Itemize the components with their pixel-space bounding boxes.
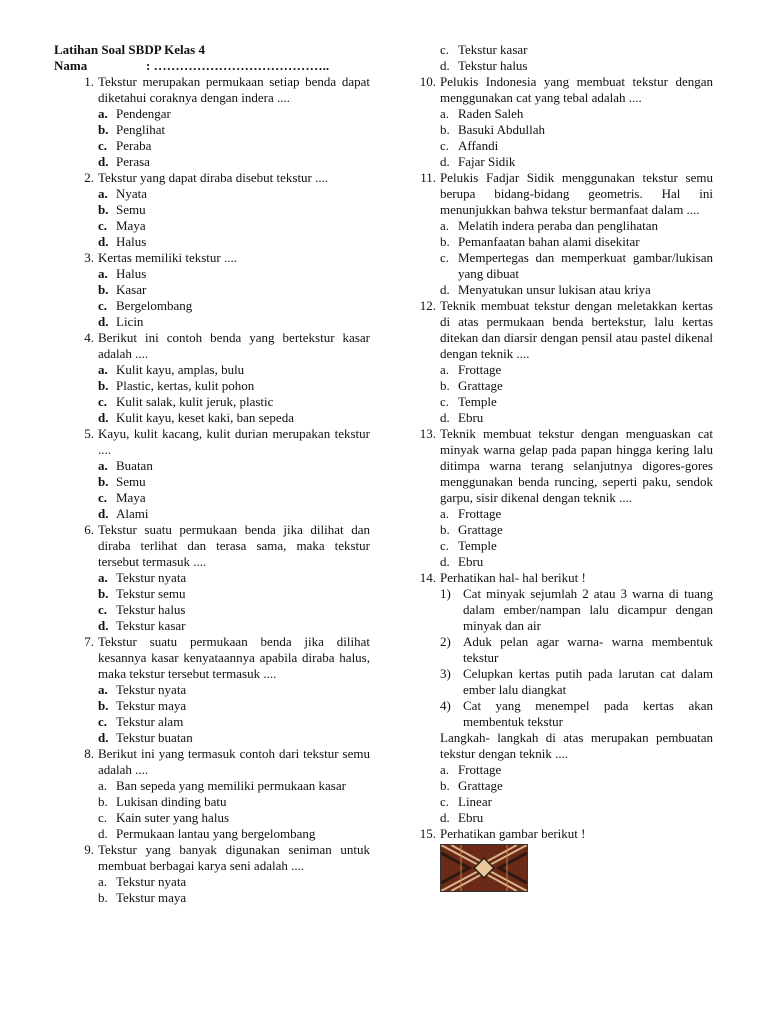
option-letter: a.: [98, 266, 108, 281]
question-stem: [54, 634, 370, 682]
question-text: Tekstur yang banyak digunakan seniman untuk membuat berbagai karya seni adalah ....: [98, 842, 370, 873]
option-letter: d.: [98, 506, 109, 521]
question-3: [54, 250, 370, 330]
question-text: Perhatikan gambar berikut !: [440, 826, 586, 841]
option-text: Semu: [116, 474, 146, 489]
option-text: Raden Saleh: [458, 106, 524, 121]
question-12: [413, 298, 713, 426]
question-15: [413, 826, 713, 842]
option-letter: c.: [440, 794, 450, 809]
question-1: [54, 74, 370, 170]
option-letter: a.: [98, 778, 108, 793]
question-7: [54, 634, 370, 746]
answer-option: [440, 58, 713, 74]
option-letter: a.: [98, 570, 108, 585]
answer-option: [98, 698, 370, 714]
option-text: Maya: [116, 218, 146, 233]
option-letter: c.: [98, 394, 108, 409]
option-letter: b.: [440, 378, 450, 393]
answer-option: [440, 234, 713, 250]
name-label: Nama: [54, 58, 88, 73]
option-text: Nyata: [116, 186, 148, 201]
question-stem: [54, 746, 370, 778]
answer-option: [440, 42, 713, 58]
answer-option: [98, 202, 370, 218]
option-letter: c.: [98, 714, 108, 729]
option-text: Halus: [116, 234, 147, 249]
option-letter: d.: [440, 282, 450, 297]
answer-option: [98, 394, 370, 410]
question-text: Kayu, kulit kacang, kulit durian merupakan tekstur ....: [98, 426, 370, 457]
answer-option: [440, 106, 713, 122]
option-text: Semu: [116, 202, 146, 217]
option-text: Tekstur buatan: [116, 730, 193, 745]
answer-option: [98, 186, 370, 202]
answer-options: [440, 362, 713, 426]
answer-option: [440, 522, 713, 538]
option-letter: c.: [98, 602, 108, 617]
option-letter: a.: [440, 106, 450, 121]
option-letter: d.: [440, 154, 450, 169]
question-6: [54, 522, 370, 634]
option-text: Frottage: [458, 506, 502, 521]
option-letter: d.: [440, 410, 450, 425]
question-14: [413, 570, 713, 826]
option-letter: d.: [98, 826, 108, 841]
question-text: Berikut ini yang termasuk contoh dari tekstur semu adalah ....: [98, 746, 370, 777]
answer-option: [440, 362, 713, 378]
answer-option: [98, 282, 370, 298]
option-letter: d.: [98, 730, 109, 745]
option-text: Linear: [458, 794, 492, 809]
step-item: [440, 698, 713, 730]
option-letter: b.: [98, 378, 109, 393]
question-stem: [54, 330, 370, 362]
option-text: Halus: [116, 266, 147, 281]
answer-option: [98, 122, 370, 138]
answer-option: [98, 586, 370, 602]
question-2: [54, 170, 370, 250]
option-text: Fajar Sidik: [458, 154, 516, 169]
option-text: Tekstur maya: [116, 890, 187, 905]
answer-option: [440, 394, 713, 410]
question-stem: [54, 170, 370, 186]
answer-option: [98, 474, 370, 490]
answer-option: [440, 778, 713, 794]
name-line: [54, 58, 370, 74]
question-text: Pelukis Fadjar Sidik menggunakan tekstur semu berupa bidang-bidang geometris. Hal ini menunjukkan bahwa tekstur bermanfaat dalam ....: [440, 170, 713, 217]
answer-option: [98, 602, 370, 618]
answer-options: [98, 266, 370, 330]
question-number: 8.: [84, 746, 94, 761]
option-letter: b.: [98, 890, 108, 905]
answer-option: [440, 122, 713, 138]
option-letter: a.: [440, 218, 450, 233]
option-text: Temple: [458, 394, 497, 409]
answer-option: [98, 410, 370, 426]
left-question-list: [54, 74, 370, 906]
option-text: Tekstur maya: [116, 698, 187, 713]
question-5: [54, 426, 370, 522]
answer-option: [98, 730, 370, 746]
answer-option: [98, 458, 370, 474]
step-number: 4): [440, 698, 451, 713]
answer-option: [98, 218, 370, 234]
option-text: Grattage: [458, 778, 503, 793]
option-letter: b.: [98, 586, 109, 601]
step-text: Celupkan kertas putih pada larutan cat dalam ember lalu diangkat: [463, 666, 713, 697]
answer-options: [98, 874, 370, 906]
answer-option: [440, 762, 713, 778]
question-text: Pelukis Indonesia yang membuat tekstur dengan menggunakan cat yang tebal adalah ....: [440, 74, 713, 105]
option-letter: c.: [440, 394, 450, 409]
option-letter: b.: [98, 698, 109, 713]
option-letter: c.: [440, 138, 450, 153]
option-letter: c.: [440, 538, 450, 553]
option-text: Permukaan lantau yang bergelombang: [116, 826, 316, 841]
answer-options: [440, 506, 713, 570]
answer-option: [98, 682, 370, 698]
question-stem: [54, 426, 370, 458]
option-text: Tekstur kasar: [116, 618, 186, 633]
option-letter: b.: [440, 122, 450, 137]
answer-options: [98, 570, 370, 634]
answer-option: [440, 138, 713, 154]
answer-option: [98, 826, 370, 842]
question-text: Tekstur suatu permukaan benda jika dilihat kesannya kasar kenyataannya apabila diraba halus, maka tekstur tersebut termasuk ....: [98, 634, 370, 681]
option-text: Basuki Abdullah: [458, 122, 546, 137]
option-letter: a.: [440, 762, 450, 777]
option-text: Tekstur halus: [458, 58, 528, 73]
question-stem: [413, 298, 713, 362]
option-text: Mempertegas dan memperkuat gambar/lukisan yang dibuat: [458, 250, 713, 281]
step-item: [440, 634, 713, 666]
option-text: Perasa: [116, 154, 150, 169]
option-letter: a.: [440, 362, 450, 377]
option-text: Lukisan dinding batu: [116, 794, 227, 809]
option-text: Tekstur alam: [116, 714, 184, 729]
option-letter: c.: [98, 490, 108, 505]
question-number: 4.: [84, 330, 94, 345]
answer-option: [440, 506, 713, 522]
answer-option: [440, 154, 713, 170]
answer-option: [440, 378, 713, 394]
step-item: [440, 586, 713, 634]
option-letter: d.: [98, 154, 109, 169]
option-text: Bergelombang: [116, 298, 193, 313]
question-text: Kertas memiliki tekstur ....: [98, 250, 238, 265]
option-text: Ebru: [458, 554, 484, 569]
answer-option: [98, 298, 370, 314]
step-text: Cat minyak sejumlah 2 atau 3 warna di tuang dalam ember/nampan lalu dicampur dengan minyak dan air: [463, 586, 713, 633]
question-stem: [413, 426, 713, 506]
answer-option: [98, 874, 370, 890]
option-letter: b.: [440, 234, 450, 249]
option-text: Ebru: [458, 410, 484, 425]
step-number: 1): [440, 586, 451, 601]
option-letter: b.: [98, 282, 109, 297]
option-letter: c.: [98, 138, 108, 153]
question-text: Teknik membuat tekstur dengan meletakkan kertas di atas permukaan benda bertekstur, lalu kertas ditekan dan diarsir dengan pensil atau pastel dikenal dengan teknik ....: [440, 298, 713, 361]
question-number: 2.: [84, 170, 94, 185]
option-letter: c.: [98, 298, 108, 313]
option-letter: d.: [98, 410, 109, 425]
option-letter: c.: [440, 250, 450, 265]
question-stem: [413, 170, 713, 218]
answer-option: [440, 810, 713, 826]
option-letter: a.: [440, 506, 450, 521]
option-letter: d.: [440, 554, 450, 569]
question-stem: [413, 826, 713, 842]
step-text: Aduk pelan agar warna- warna membentuk tekstur: [463, 634, 713, 665]
option-letter: a.: [98, 874, 108, 889]
answer-option: [440, 250, 713, 282]
option-letter: a.: [98, 458, 108, 473]
question-stem: [54, 250, 370, 266]
question-stem: [54, 74, 370, 106]
step-number: 3): [440, 666, 451, 681]
question-text: Perhatikan hal- hal berikut !: [440, 570, 586, 585]
answer-option: [98, 714, 370, 730]
option-letter: b.: [98, 794, 108, 809]
answer-option: [98, 154, 370, 170]
question-followup: Langkah- langkah di atas merupakan pembuatan tekstur dengan teknik ....: [440, 730, 713, 761]
option-text: Pemanfaatan bahan alami disekitar: [458, 234, 640, 249]
answer-option: [98, 506, 370, 522]
question-stem: [413, 74, 713, 106]
option-text: Kain suter yang halus: [116, 810, 230, 825]
answer-options: [98, 458, 370, 522]
option-letter: a.: [98, 362, 108, 377]
option-text: Grattage: [458, 522, 503, 537]
answer-options: [98, 186, 370, 250]
option-letter: d.: [440, 810, 450, 825]
option-letter: b.: [440, 778, 450, 793]
option-letter: d.: [440, 58, 450, 73]
answer-option: [98, 362, 370, 378]
question-number: 12.: [419, 298, 436, 313]
option-letter: b.: [98, 474, 109, 489]
answer-option: [98, 138, 370, 154]
option-text: Kulit salak, kulit jeruk, plastic: [116, 394, 274, 409]
answer-options: [98, 778, 370, 842]
question-number: 14.: [419, 570, 436, 585]
question-text: Teknik membuat tekstur dengan menguaskan cat minyak warna gelap pada papan hingga kering lalu ditimpa warna terang selanjutnya digores-gores menggunakan benda runcing, seperti paku, sendok garpu, sisir dikenal dengan teknik ....: [440, 426, 713, 505]
answer-option: [98, 570, 370, 586]
question-10: [413, 74, 713, 170]
option-letter: a.: [98, 186, 108, 201]
option-text: Grattage: [458, 378, 503, 393]
step-list: [440, 586, 713, 730]
option-letter: c.: [98, 218, 108, 233]
step-number: 2): [440, 634, 451, 649]
answer-option: [98, 778, 370, 794]
question-number: 11.: [420, 170, 436, 185]
option-text: Tekstur kasar: [458, 42, 528, 57]
option-text: Peraba: [116, 138, 152, 153]
right-question-list: [413, 74, 713, 842]
question-number: 13.: [419, 426, 436, 441]
answer-option: [98, 266, 370, 282]
option-text: Frottage: [458, 362, 502, 377]
answer-options: [440, 218, 713, 298]
option-text: Tekstur semu: [116, 586, 186, 601]
option-letter: b.: [98, 122, 109, 137]
option-text: Maya: [116, 490, 146, 505]
question-8: [54, 746, 370, 842]
option-text: Melatih indera peraba dan penglihatan: [458, 218, 658, 233]
option-text: Menyatukan unsur lukisan atau kriya: [458, 282, 651, 297]
answer-option: [98, 810, 370, 826]
option-text: Kasar: [116, 282, 147, 297]
option-text: Temple: [458, 538, 497, 553]
option-letter: b.: [98, 202, 109, 217]
ikat-pattern-graphic: [441, 845, 527, 891]
option-letter: d.: [98, 618, 109, 633]
answer-option: [440, 794, 713, 810]
textile-pattern-image: [440, 844, 528, 892]
option-text: Licin: [116, 314, 144, 329]
answer-options: [440, 762, 713, 826]
answer-option: [440, 218, 713, 234]
option-text: Ban sepeda yang memiliki permukaan kasar: [116, 778, 346, 793]
option-text: Alami: [116, 506, 149, 521]
answer-option: [98, 106, 370, 122]
question-number: 5.: [84, 426, 94, 441]
question-number: 6.: [84, 522, 94, 537]
answer-option: [98, 794, 370, 810]
option-text: Tekstur halus: [116, 602, 186, 617]
question-11: [413, 170, 713, 298]
question-number: 3.: [84, 250, 94, 265]
option-letter: a.: [98, 106, 108, 121]
option-text: Tekstur nyata: [116, 570, 187, 585]
question-number: 7.: [84, 634, 94, 649]
answer-options: [98, 106, 370, 170]
question-text: Tekstur merupakan permukaan setiap benda dapat diketahui coraknya dengan indera ....: [98, 74, 370, 105]
option-text: Penglihat: [116, 122, 166, 137]
question-text: Tekstur suatu permukaan benda jika dilihat dan diraba terlihat dan terasa sama, maka tekstur tersebut termasuk ....: [98, 522, 370, 569]
option-letter: d.: [98, 234, 109, 249]
left-column: [54, 42, 370, 906]
option-text: Plastic, kertas, kulit pohon: [116, 378, 255, 393]
question-stem: [54, 842, 370, 874]
option-text: Kulit kayu, keset kaki, ban sepeda: [116, 410, 294, 425]
option-text: Frottage: [458, 762, 502, 777]
answer-option: [440, 410, 713, 426]
answer-options: [98, 682, 370, 746]
carried-options: [440, 42, 713, 74]
answer-option: [98, 378, 370, 394]
answer-option: [440, 282, 713, 298]
option-text: Pendengar: [116, 106, 171, 121]
question-number: 1.: [84, 74, 94, 89]
option-text: Buatan: [116, 458, 153, 473]
question-text: Tekstur yang dapat diraba disebut tekstur ....: [98, 170, 329, 185]
step-text: Cat yang menempel pada kertas akan membentuk tekstur: [463, 698, 713, 729]
question-9: [54, 842, 370, 906]
answer-options: [440, 106, 713, 170]
answer-option: [98, 314, 370, 330]
worksheet-title: Latihan Soal SBDP Kelas 4: [54, 42, 205, 57]
name-blank: : …………………………………..: [146, 58, 330, 73]
answer-options: [98, 362, 370, 426]
question-4: [54, 330, 370, 426]
question-13: [413, 426, 713, 570]
option-text: Tekstur nyata: [116, 682, 187, 697]
question-text: Berikut ini contoh benda yang bertekstur kasar adalah ....: [98, 330, 370, 361]
answer-option: [440, 554, 713, 570]
step-item: [440, 666, 713, 698]
option-letter: d.: [98, 314, 109, 329]
option-text: Tekstur nyata: [116, 874, 187, 889]
option-text: Kulit kayu, amplas, bulu: [116, 362, 245, 377]
option-letter: a.: [98, 682, 108, 697]
right-column: [413, 42, 713, 892]
option-letter: b.: [440, 522, 450, 537]
question-number: 15.: [419, 826, 436, 841]
answer-option: [98, 234, 370, 250]
option-text: Ebru: [458, 810, 484, 825]
question-stem: [413, 570, 713, 586]
question-number: 10.: [419, 74, 436, 89]
answer-option: [98, 490, 370, 506]
question-number: 9.: [84, 842, 94, 857]
answer-option: [98, 618, 370, 634]
option-letter: c.: [440, 42, 450, 57]
answer-option: [98, 890, 370, 906]
option-text: Affandi: [458, 138, 499, 153]
option-letter: c.: [98, 810, 108, 825]
answer-option: [440, 538, 713, 554]
question-stem: [54, 522, 370, 570]
